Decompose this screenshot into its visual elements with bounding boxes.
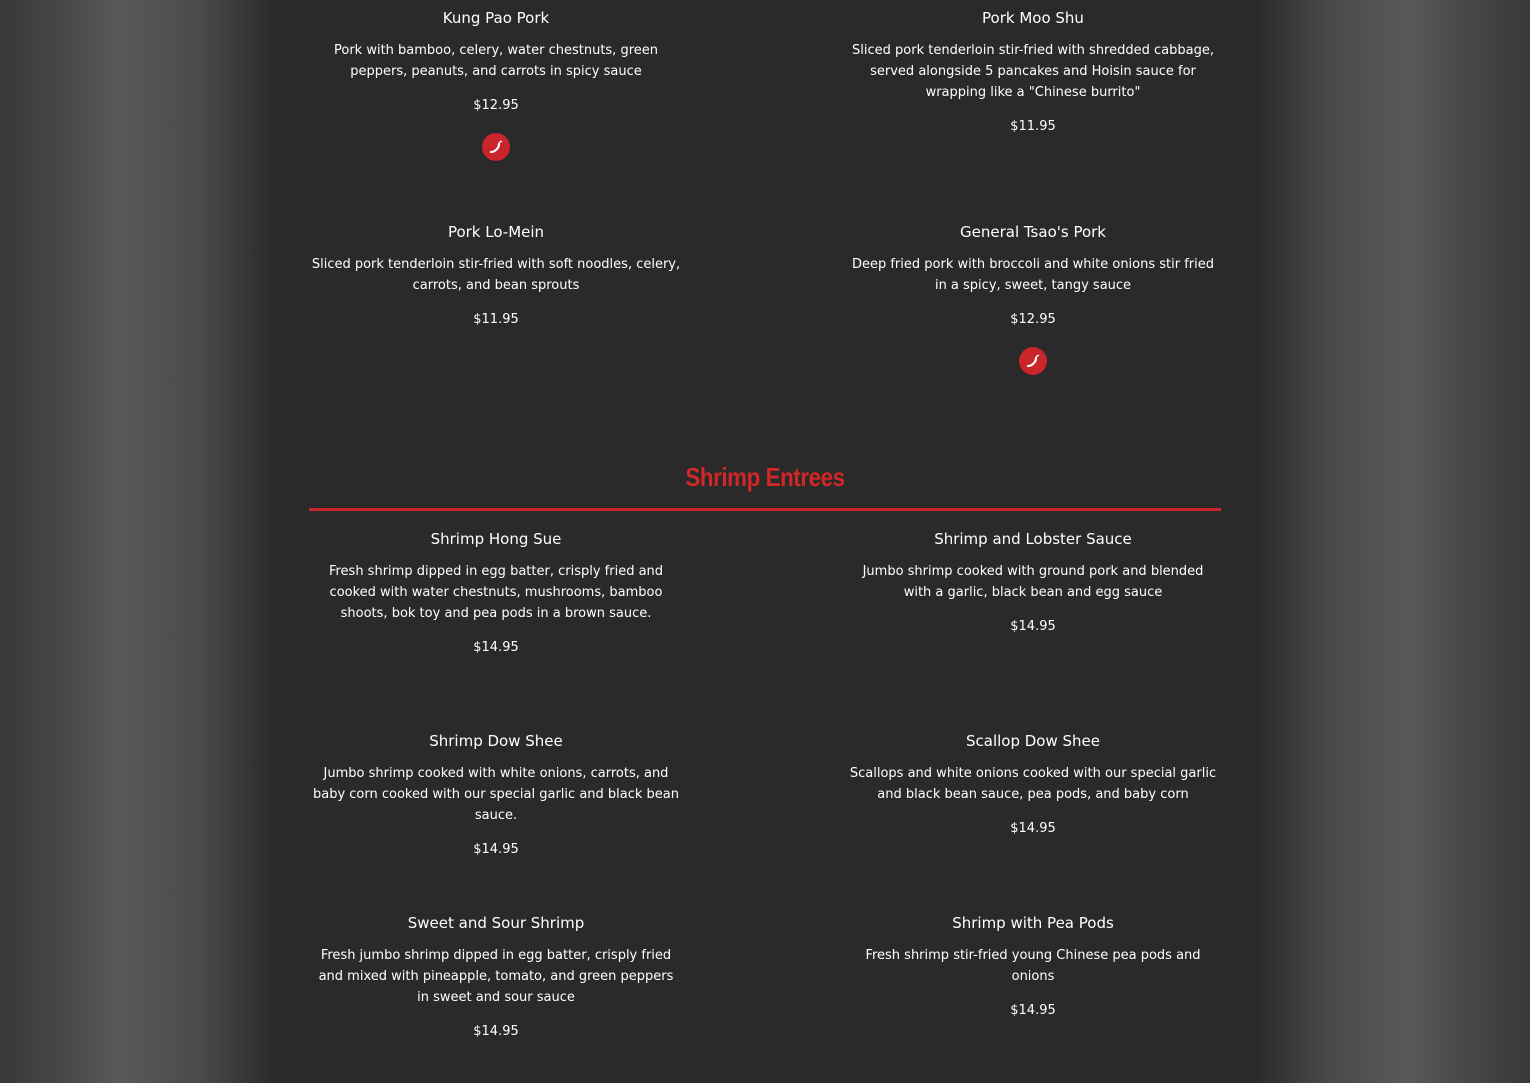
item-price: $14.95 <box>1010 1003 1056 1018</box>
item-name: Shrimp with Pea Pods <box>952 914 1114 932</box>
item-name: Shrimp Hong Sue <box>430 530 562 548</box>
item-description: Fresh jumbo shrimp dipped in egg batter, crisply fried and mixed with pineapple, tomato, and green peppers in sweet and sour sauce <box>318 948 674 1005</box>
menu-item-shrimp-hong-sue <box>311 529 681 657</box>
item-price: $12.95 <box>1010 312 1056 327</box>
item-name: Scallop Dow Shee <box>965 732 1100 750</box>
item-price: $14.95 <box>473 842 519 857</box>
menu-page <box>275 0 1255 1083</box>
item-description: Sliced pork tenderloin stir-fried with soft noodles, celery, carrots, and bean sprouts <box>311 257 681 293</box>
menu-item-shrimp-dow-shee <box>311 731 681 859</box>
item-price: $14.95 <box>1010 821 1056 836</box>
menu-item-sweet-and-sour-shrimp <box>311 913 681 1041</box>
item-price: $14.95 <box>473 1024 519 1039</box>
item-price: $11.95 <box>1010 119 1056 134</box>
item-name: Pork Moo Shu <box>982 9 1084 27</box>
menu-item-shrimp-with-pea-pods <box>848 913 1218 1020</box>
item-description: Fresh shrimp stir-fried young Chinese pea pods and onions <box>865 948 1201 984</box>
item-description: Jumbo shrimp cooked with ground pork and blended with a garlic, black bean and egg sauce <box>862 564 1204 600</box>
item-description: Sliced pork tenderloin stir-fried with shredded cabbage, served alongside 5 pancakes and Hoisin sauce for wrapping like a "Chinese burrito" <box>852 43 1214 100</box>
item-price: $14.95 <box>473 640 519 655</box>
menu-item-pork-moo-shu <box>848 8 1218 136</box>
menu-item-kung-pao-pork <box>311 8 681 161</box>
item-description: Scallops and white onions cooked with our special garlic and black bean sauce, pea pods, and baby corn <box>849 766 1217 802</box>
item-name: Sweet and Sour Shrimp <box>407 914 585 932</box>
item-name: Pork Lo-Mein <box>447 223 545 241</box>
section-title-shrimp-entrees: Shrimp Entrees <box>685 462 845 492</box>
item-price: $14.95 <box>1010 619 1056 634</box>
item-name: Kung Pao Pork <box>442 9 550 27</box>
item-name: General Tsao's Pork <box>960 223 1106 241</box>
menu-item-pork-lo-mein <box>311 222 681 329</box>
chili-pepper-icon <box>482 133 510 161</box>
item-name: Shrimp and Lobster Sauce <box>934 530 1132 548</box>
item-description: Fresh shrimp dipped in egg batter, crisply fried and cooked with water chestnuts, mushrooms, bamboo shoots, bok toy and pea pods in a brown sauce. <box>328 564 664 621</box>
item-description: Pork with bamboo, celery, water chestnuts, green peppers, peanuts, and carrots in spicy sauce <box>334 43 658 79</box>
menu-item-scallop-dow-shee <box>848 731 1218 838</box>
item-description: Deep fried pork with broccoli and white onions stir fried in a spicy, sweet, tangy sauce <box>851 257 1215 293</box>
menu-item-shrimp-and-lobster-sauce <box>848 529 1218 636</box>
chili-pepper-icon <box>1019 347 1047 375</box>
item-name: Shrimp Dow Shee <box>429 732 563 750</box>
item-description: Jumbo shrimp cooked with white onions, carrots, and baby corn cooked with our special garlic and black bean sauce. <box>312 766 679 823</box>
item-price: $11.95 <box>473 312 519 327</box>
item-price: $12.95 <box>473 98 519 113</box>
menu-item-general-tsaos-pork <box>848 222 1218 375</box>
section-divider <box>309 508 1221 511</box>
